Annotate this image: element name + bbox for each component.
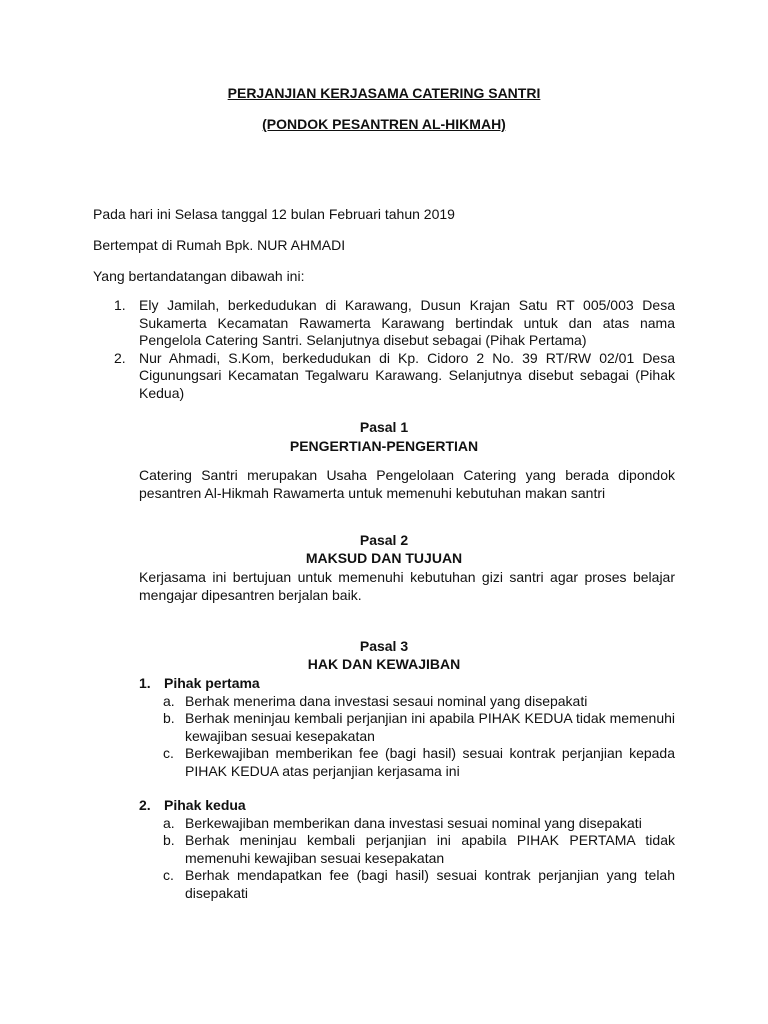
pasal2-label: Pasal 2 — [359, 532, 409, 548]
section-title-text: Pihak pertama — [164, 675, 260, 691]
pasal2-text: Kerjasama ini bertujuan untuk memenuhi kebutuhan gizi santri agar proses belajar mengajar dipesantren berjalan baik. — [139, 569, 675, 603]
pasal1-label: Pasal 1 — [359, 419, 409, 435]
pasal1-text: Catering Santri merupakan Usaha Pengelolaan Catering yang berada dipondok pesantren Al-Hikmah Rawamerta untuk memenuhi kebutuhan makan santri — [139, 467, 675, 501]
list-item — [139, 815, 675, 833]
item-letter: c. — [163, 867, 174, 883]
list-item — [139, 867, 675, 902]
list-item — [139, 693, 675, 711]
item-letter: a. — [163, 692, 175, 709]
item-letter: b. — [163, 832, 175, 848]
list-item — [139, 745, 675, 780]
item-text: Berhak meninjau kembali perjanjian ini apabila PIHAK KEDUA tidak memenuhi kewajiban sesuai kesepakatan — [185, 710, 675, 744]
pasal3-label: Pasal 3 — [359, 638, 409, 654]
pasal2-heading: MAKSUD DAN TUJUAN — [305, 550, 463, 566]
section-number: 2. — [139, 797, 151, 813]
party-text: Nur Ahmadi, S.Kom, berkedudukan di Kp. Cidoro 2 No. 39 RT/RW 02/01 Desa Cigunungsari Kecamatan Tegalwaru Karawang. Selanjutnya disebut sebagai (Pihak Kedua) — [139, 349, 675, 401]
party-number: 2. — [114, 349, 126, 366]
item-text: Berhak menerima dana investasi sesaui nominal yang disepakati — [185, 692, 588, 709]
pasal1-heading: PENGERTIAN-PENGERTIAN — [289, 438, 479, 454]
document-title: PERJANJIAN KERJASAMA CATERING SANTRI — [227, 85, 541, 101]
section-pihak-pertama — [139, 675, 675, 780]
party-list — [93, 297, 675, 402]
pasal3-heading: HAK DAN KEWAJIBAN — [307, 656, 461, 672]
item-letter: b. — [163, 710, 175, 726]
party-text: Ely Jamilah, berkedudukan di Karawang, Dusun Krajan Satu RT 005/003 Desa Sukamerta Kecamatan Rawamerta Karawang bertindak untuk dan atas nama Pengelola Catering Santri. Selanjutnya disebut sebagai (Pihak Pertama) — [139, 297, 675, 348]
signed-line: Yang bertandatangan dibawah ini: — [93, 268, 305, 284]
section-items — [139, 815, 675, 903]
list-item — [139, 710, 675, 745]
section-title-text: Pihak kedua — [164, 797, 246, 813]
party-number: 1. — [114, 297, 126, 313]
item-text: Berkewajiban memberikan dana investasi sesuai nominal yang disepakati — [185, 814, 642, 831]
section-title — [139, 797, 675, 815]
section-items — [139, 693, 675, 781]
item-text: Berhak meninjau kembali perjanjian ini apabila PIHAK PERTAMA tidak memenuhi kewajiban sesuai kesepakatan — [185, 832, 675, 866]
item-text: Berkewajiban memberikan fee (bagi hasil) sesuai kontrak perjanjian kepada PIHAK KEDUA atas perjanjian kerjasama ini — [185, 745, 675, 779]
place-line: Bertempat di Rumah Bpk. NUR AHMADI — [93, 237, 346, 253]
section-title — [139, 675, 675, 693]
party-item — [93, 350, 675, 403]
item-text: Berhak mendapatkan fee (bagi hasil) sesuai kontrak perjanjian yang telah disepakati — [185, 867, 675, 901]
date-line: Pada hari ini Selasa tanggal 12 bulan Februari tahun 2019 — [93, 206, 455, 222]
section-number: 1. — [139, 675, 151, 691]
section-pihak-kedua — [139, 797, 675, 902]
item-letter: a. — [163, 814, 175, 831]
party-item — [93, 297, 675, 350]
document-subtitle: (PONDOK PESANTREN AL-HIKMAH) — [262, 116, 506, 132]
list-item — [139, 832, 675, 867]
item-letter: c. — [163, 745, 174, 761]
